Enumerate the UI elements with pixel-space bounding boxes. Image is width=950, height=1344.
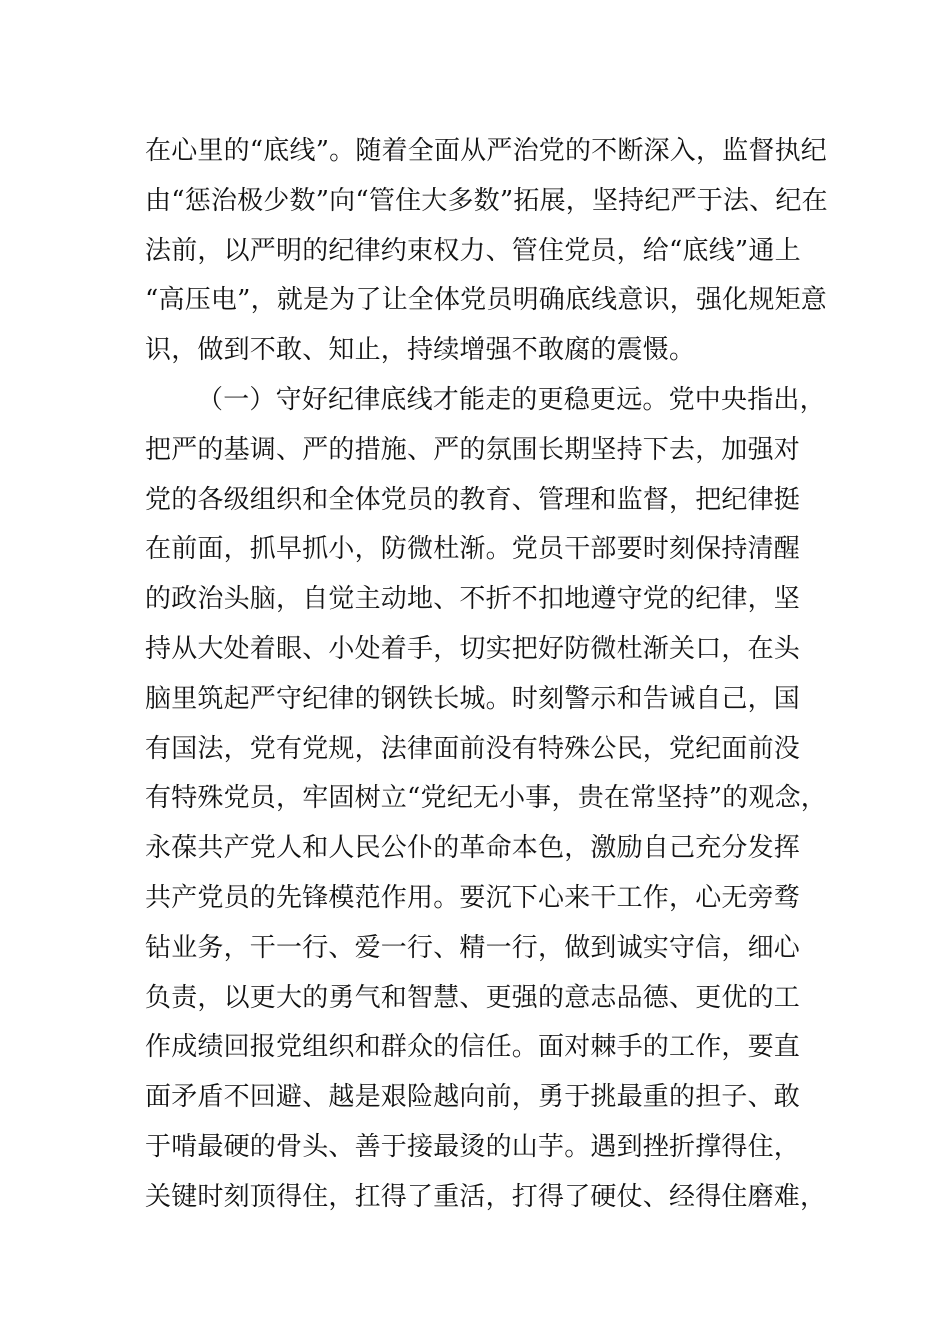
text-line: 持从大处着眼、小处着手，切实把好防微杜渐关口，在头 <box>145 633 801 664</box>
text-line: 把严的基调、严的措施、严的氛围长期坚持下去，加强对 <box>145 434 801 465</box>
text-line: 在前面，抓早抓小，防微杜渐。党员干部要时刻保持清醒 <box>145 534 801 565</box>
text-line: 面矛盾不回避、越是艰险越向前，勇于挑最重的担子、敢 <box>145 1082 801 1113</box>
section-heading-line: （一）守好纪律底线才能走的更稳更远。党中央指出， <box>197 384 826 415</box>
text-line: 有国法，党有党规，法律面前没有特殊公民，党纪面前没 <box>145 733 801 764</box>
text-line: 有特殊党员，牢固树立“党纪无小事，贵在常坚持”的观念， <box>145 783 827 814</box>
text-line: 钻业务，干一行、爱一行、精一行，做到诚实守信，细心 <box>145 932 801 963</box>
text-line: 共产党员的先锋模范作用。要沉下心来干工作，心无旁骛 <box>145 882 801 913</box>
text-line: 法前，以严明的纪律约束权力、管住党员，给“底线”通上 <box>145 235 801 266</box>
body-text <box>145 127 828 1223</box>
text-line: 在心里的“底线”。随着全面从严治党的不断深入，监督执纪 <box>145 136 827 166</box>
text-line: 脑里筑起严守纪律的钢铁长城。时刻警示和告诫自己，国 <box>145 683 801 714</box>
text-line: 负责，以更大的勇气和智慧、更强的意志品德、更优的工 <box>145 982 801 1013</box>
text-line: 于啃最硬的骨头、善于接最烫的山芋。遇到挫折撑得住， <box>145 1131 801 1162</box>
text-line: 党的各级组织和全体党员的教育、管理和监督，把纪律挺 <box>145 484 801 515</box>
text-line: 识，做到不敢、知止，持续增强不敢腐的震慑。 <box>145 335 696 366</box>
text-line: “高压电”，就是为了让全体党员明确底线意识，强化规矩意 <box>145 285 827 316</box>
text-line: 作成绩回报党组织和群众的信任。面对棘手的工作，要直 <box>145 1032 801 1063</box>
text-line: 由“惩治极少数”向“管住大多数”拓展，坚持纪严于法、纪在 <box>145 185 828 216</box>
text-line: 的政治头脑，自觉主动地、不折不扣地遵守党的纪律，坚 <box>145 584 801 615</box>
text-line: 关键时刻顶得住，扛得了重活，打得了硬仗、经得住磨难， <box>145 1181 827 1212</box>
text-line: 永葆共产党人和人民公仆的革命本色，激励自己充分发挥 <box>145 833 801 864</box>
